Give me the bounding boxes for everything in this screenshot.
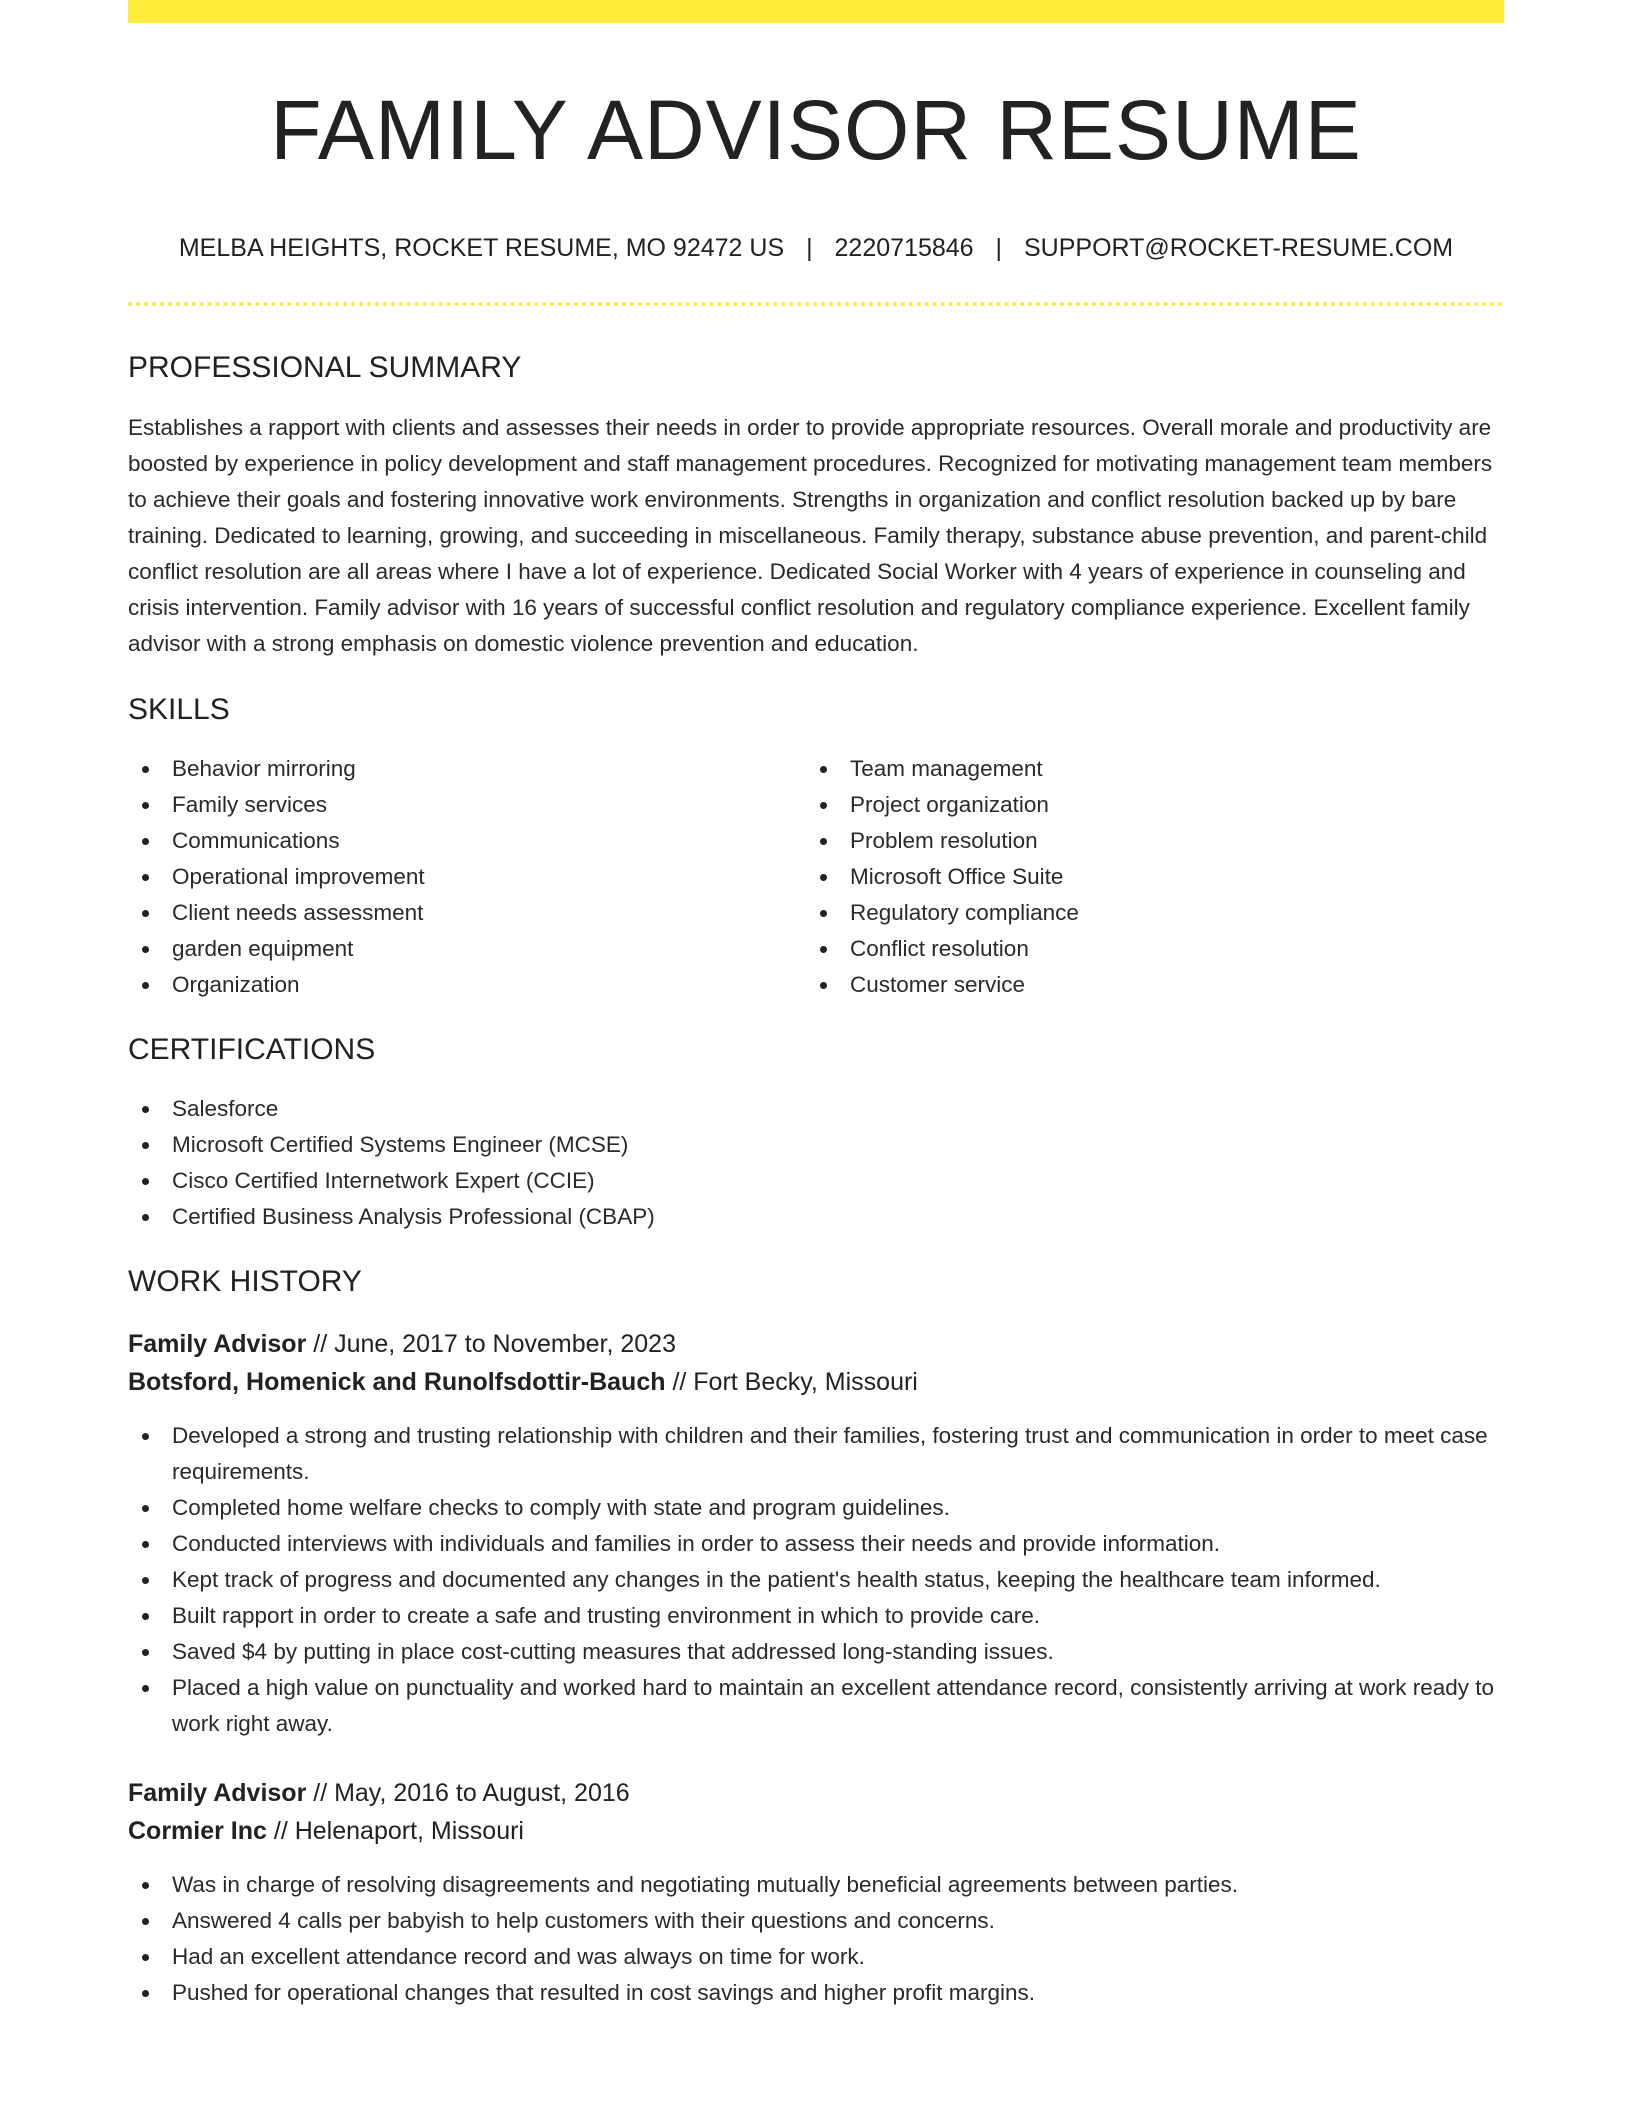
certification-item-text: Cisco Certified Internetwork Expert (CCIE) bbox=[172, 1168, 595, 1193]
duty-item-text: Built rapport in order to create a safe and trusting environment in which to provide care. bbox=[172, 1603, 1040, 1628]
work-history-heading: WORK HISTORY bbox=[128, 1265, 362, 1298]
jobs-container bbox=[128, 1325, 1504, 2011]
skill-item bbox=[128, 931, 806, 967]
skill-item-text: Communications bbox=[172, 828, 340, 853]
duty-item bbox=[128, 1939, 1504, 1975]
duty-item bbox=[128, 1867, 1504, 1903]
certification-item bbox=[128, 1163, 1504, 1199]
duty-item-text: Answered 4 calls per babyish to help customers with their questions and concerns. bbox=[172, 1908, 995, 1933]
bullet-icon bbox=[820, 874, 827, 881]
duty-item-text: Was in charge of resolving disagreements and negotiating mutually beneficial agreements between parties. bbox=[172, 1872, 1239, 1897]
skill-item-text: Team management bbox=[850, 756, 1043, 781]
skill-item-text: Client needs assessment bbox=[172, 900, 424, 925]
duty-item bbox=[128, 1526, 1504, 1562]
job-duties-list bbox=[128, 1867, 1504, 2011]
work-history-section bbox=[128, 1264, 1504, 2011]
certification-item-text: Certified Business Analysis Professional (CBAP) bbox=[172, 1204, 655, 1229]
duty-item-text: Conducted interviews with individuals and families in order to assess their needs and provide information. bbox=[172, 1531, 1221, 1556]
skill-item-text: Regulatory compliance bbox=[850, 900, 1079, 925]
page-title: FAMILY ADVISOR RESUME bbox=[270, 83, 1362, 177]
job-dates: // May, 2016 to August, 2016 bbox=[306, 1779, 630, 1807]
bullet-icon bbox=[142, 1954, 149, 1961]
resume-page bbox=[128, 0, 1504, 2011]
duty-item bbox=[128, 1418, 1504, 1490]
skills-list-right bbox=[806, 751, 1484, 1003]
bullet-icon bbox=[820, 982, 827, 989]
skills-heading: SKILLS bbox=[128, 693, 230, 726]
job-location: // Helenaport, Missouri bbox=[266, 1817, 524, 1845]
bullet-icon bbox=[142, 1106, 149, 1113]
contact-address: MELBA HEIGHTS, ROCKET RESUME, MO 92472 US bbox=[178, 234, 785, 262]
summary-section bbox=[128, 350, 1504, 662]
job-entry bbox=[128, 1325, 1504, 1742]
certification-item bbox=[128, 1199, 1504, 1235]
bullet-icon bbox=[142, 982, 149, 989]
skill-item bbox=[806, 859, 1484, 895]
bullet-icon bbox=[142, 1433, 149, 1440]
bullet-icon bbox=[142, 1541, 149, 1548]
skill-item-text: Operational improvement bbox=[172, 864, 425, 889]
skill-item bbox=[806, 931, 1484, 967]
bullet-icon bbox=[142, 1178, 149, 1185]
bullet-icon bbox=[820, 838, 827, 845]
skill-item-text: Customer service bbox=[850, 972, 1026, 997]
skills-grid bbox=[128, 751, 1504, 1003]
duty-item-text: Developed a strong and trusting relationship with children and their families, fostering trust and communication in order to meet case requirements. bbox=[172, 1423, 1488, 1484]
job-title: Family Advisor bbox=[128, 1330, 307, 1358]
skill-item-text: Problem resolution bbox=[850, 828, 1038, 853]
job-title-line bbox=[128, 1325, 1504, 1363]
skill-item-text: Project organization bbox=[850, 792, 1049, 817]
contact-line bbox=[128, 233, 1504, 263]
bullet-icon bbox=[142, 1613, 149, 1620]
job-entry bbox=[128, 1774, 1504, 2011]
bullet-icon bbox=[142, 1990, 149, 1997]
duty-item bbox=[128, 1670, 1504, 1742]
certifications-section bbox=[128, 1032, 1504, 1235]
job-company: Botsford, Homenick and Runolfsdottir-Bauch bbox=[128, 1368, 666, 1396]
skills-list-left bbox=[128, 751, 806, 1003]
skill-item bbox=[128, 787, 806, 823]
summary-heading: PROFESSIONAL SUMMARY bbox=[128, 351, 522, 384]
duty-item-text: Had an excellent attendance record and was always on time for work. bbox=[172, 1944, 865, 1969]
dotted-divider bbox=[128, 302, 1504, 306]
skill-item bbox=[806, 895, 1484, 931]
bullet-icon bbox=[142, 1882, 149, 1889]
bullet-icon bbox=[142, 1577, 149, 1584]
bullet-icon bbox=[142, 1685, 149, 1692]
bullet-icon bbox=[142, 1505, 149, 1512]
duty-item bbox=[128, 1903, 1504, 1939]
bullet-icon bbox=[820, 802, 827, 809]
duty-item-text: Placed a high value on punctuality and worked hard to maintain an excellent attendance record, consistently arriving at work ready to work right away. bbox=[172, 1675, 1495, 1736]
bullet-icon bbox=[142, 838, 149, 845]
duty-item bbox=[128, 1562, 1504, 1598]
bullet-icon bbox=[142, 1142, 149, 1149]
job-dates: // June, 2017 to November, 2023 bbox=[306, 1330, 676, 1358]
job-company-line bbox=[128, 1363, 1504, 1401]
bullet-icon bbox=[820, 946, 827, 953]
job-title: Family Advisor bbox=[128, 1779, 307, 1807]
contact-phone: 2220715846 bbox=[834, 234, 974, 262]
certifications-list bbox=[128, 1091, 1504, 1235]
duty-item bbox=[128, 1490, 1504, 1526]
skill-item bbox=[806, 967, 1484, 1003]
skill-item bbox=[806, 787, 1484, 823]
job-duties-list bbox=[128, 1418, 1504, 1742]
certification-item-text: Microsoft Certified Systems Engineer (MCSE) bbox=[172, 1132, 629, 1157]
skill-item bbox=[128, 751, 806, 787]
skill-item bbox=[128, 967, 806, 1003]
duty-item-text: Saved $4 by putting in place cost-cutting measures that addressed long-standing issues. bbox=[172, 1639, 1054, 1664]
duty-item-text: Completed home welfare checks to comply with state and program guidelines. bbox=[172, 1495, 950, 1520]
job-company-line bbox=[128, 1812, 1504, 1850]
job-location: // Fort Becky, Missouri bbox=[665, 1368, 918, 1396]
bullet-icon bbox=[820, 766, 827, 773]
job-company: Cormier Inc bbox=[128, 1817, 267, 1845]
skills-section bbox=[128, 692, 1504, 1003]
bullet-icon bbox=[142, 766, 149, 773]
bullet-icon bbox=[820, 910, 827, 917]
skill-item bbox=[806, 823, 1484, 859]
bullet-icon bbox=[142, 1649, 149, 1656]
accent-top-bar bbox=[128, 0, 1504, 23]
bullet-icon bbox=[142, 874, 149, 881]
certification-item bbox=[128, 1091, 1504, 1127]
duty-item-text: Kept track of progress and documented any changes in the patient's health status, keeping the healthcare team informed. bbox=[172, 1567, 1381, 1592]
skill-item bbox=[128, 823, 806, 859]
bullet-icon bbox=[142, 1214, 149, 1221]
skill-item bbox=[128, 859, 806, 895]
skill-item bbox=[806, 751, 1484, 787]
skill-item-text: garden equipment bbox=[172, 936, 354, 961]
duty-item bbox=[128, 1634, 1504, 1670]
skill-item-text: Microsoft Office Suite bbox=[850, 864, 1064, 889]
certification-item bbox=[128, 1127, 1504, 1163]
skill-item-text: Conflict resolution bbox=[850, 936, 1029, 961]
skill-item-text: Organization bbox=[172, 972, 300, 997]
skill-item bbox=[128, 895, 806, 931]
bullet-icon bbox=[142, 910, 149, 917]
skill-item-text: Behavior mirroring bbox=[172, 756, 356, 781]
summary-text: Establishes a rapport with clients and assesses their needs in order to provide appropriate resources. Overall morale and productivity are boosted by experience in policy development and staff management procedures. Recognized for motivating management team members to achieve their goals and fostering innovative work environments. Strengths in organization and conflict resolution backed up by bare training. Dedicated to learning, growing, and succeeding in miscellaneous. Family therapy, substance abuse prevention, and parent-child conflict resolution are all areas where I have a lot of experience. Dedicated Social Worker with 4 years of experience in counseling and crisis intervention. Family advisor with 16 years of successful conflict resolution and regulatory compliance experience. Excellent family advisor with a strong emphasis on domestic violence prevention and education. bbox=[128, 415, 1493, 656]
certifications-heading: CERTIFICATIONS bbox=[128, 1033, 376, 1066]
duty-item bbox=[128, 1598, 1504, 1634]
contact-email: SUPPORT@ROCKET-RESUME.COM bbox=[1023, 234, 1454, 262]
duty-item-text: Pushed for operational changes that resulted in cost savings and higher profit margins. bbox=[172, 1980, 1036, 2005]
certification-item-text: Salesforce bbox=[172, 1096, 279, 1121]
bullet-icon bbox=[142, 946, 149, 953]
contact-separator: | bbox=[806, 234, 813, 262]
job-title-line bbox=[128, 1774, 1504, 1812]
skill-item-text: Family services bbox=[172, 792, 328, 817]
contact-separator: | bbox=[995, 234, 1003, 262]
bullet-icon bbox=[142, 802, 149, 809]
bullet-icon bbox=[142, 1918, 149, 1925]
duty-item bbox=[128, 1975, 1504, 2011]
